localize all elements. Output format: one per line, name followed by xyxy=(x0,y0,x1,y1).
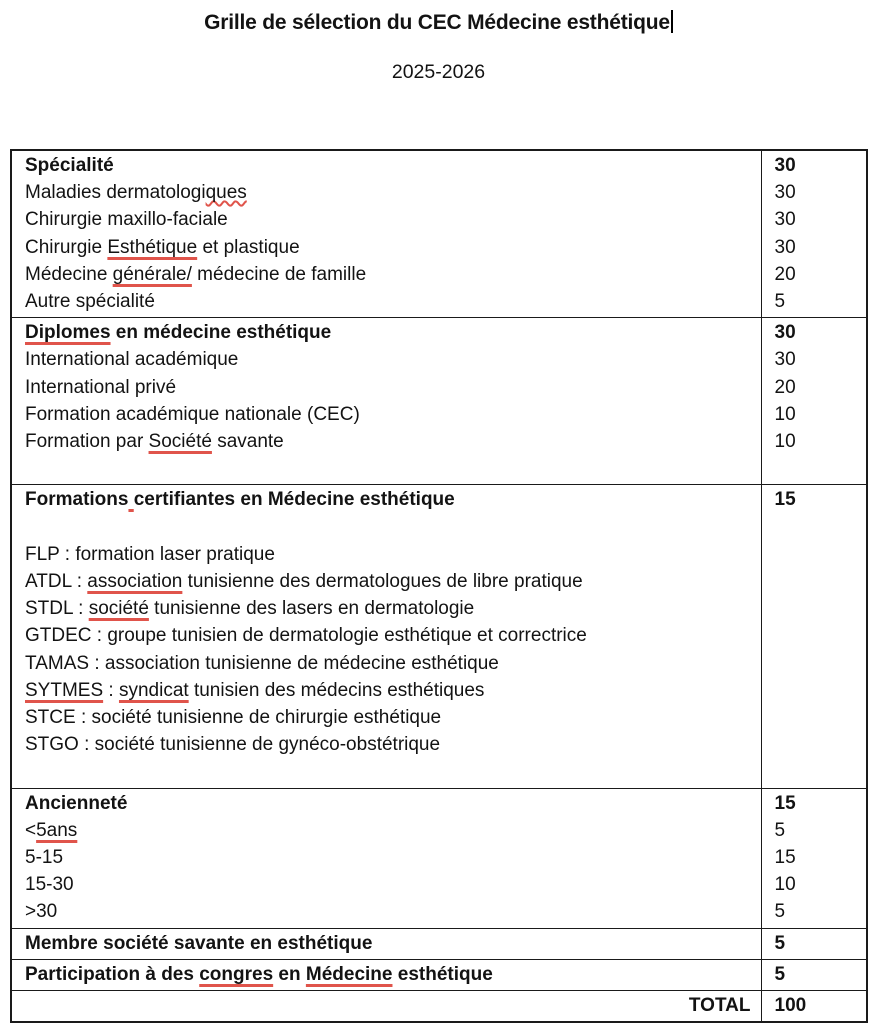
selection-grid-body xyxy=(11,150,867,1022)
score-value[interactable]: 30 xyxy=(774,209,796,231)
grid-section-total xyxy=(11,991,867,1023)
document-subtitle[interactable]: 2025-2026 xyxy=(391,61,486,83)
text-segment: Membre société savante en esthétique xyxy=(25,932,373,954)
text-segment: tunisien des médecins esthétiques xyxy=(188,679,485,701)
grid-line[interactable] xyxy=(25,731,751,758)
grid-line[interactable] xyxy=(25,428,751,455)
criteria-cell xyxy=(11,318,761,485)
score-cell xyxy=(761,318,867,485)
spellcheck-underline-segment: Esthétique xyxy=(107,236,198,258)
empty-score xyxy=(775,622,857,649)
grid-line[interactable] xyxy=(25,595,751,622)
spellcheck-underline-segment: Médecine xyxy=(305,963,393,985)
score-value[interactable]: 5 xyxy=(774,963,786,985)
criteria-cell xyxy=(11,150,761,318)
score-value[interactable]: 15 xyxy=(774,489,796,511)
text-segment: STCE : société tunisienne de chirurgie esthétique xyxy=(25,707,442,729)
text-segment: Participation à des xyxy=(25,963,200,985)
score-value[interactable]: 5 xyxy=(774,819,786,841)
text-segment: tunisienne des dermatologues de libre pratique xyxy=(182,571,583,593)
grid-line[interactable] xyxy=(25,898,751,925)
spellcheck-underline-segment: syndicat xyxy=(118,679,189,701)
grid-line[interactable] xyxy=(25,961,751,988)
score-value[interactable]: 100 xyxy=(774,995,807,1017)
empty-score xyxy=(775,568,857,595)
grid-line[interactable] xyxy=(25,844,751,871)
score-value[interactable]: 30 xyxy=(774,155,796,176)
text-segment: tunisienne des lasers en dermatologie xyxy=(148,598,475,620)
score-cell xyxy=(761,959,867,990)
text-segment: >30 xyxy=(25,901,58,923)
text-segment: Spécialité xyxy=(25,155,114,176)
score-value[interactable]: 20 xyxy=(774,376,796,398)
empty-score xyxy=(775,541,857,568)
grid-line[interactable] xyxy=(25,346,751,373)
score-value[interactable]: 5 xyxy=(774,932,786,954)
text-segment: et plastique xyxy=(197,236,300,258)
empty-score xyxy=(775,677,857,704)
grid-line[interactable] xyxy=(25,152,751,179)
score-cell xyxy=(761,150,867,318)
grid-line[interactable] xyxy=(25,704,751,731)
text-segment: Chirurgie maxillo-faciale xyxy=(25,209,228,231)
grid-section-membre-societe-savante xyxy=(11,928,867,959)
text-segment: Autre spécialité xyxy=(25,291,155,313)
grid-line[interactable] xyxy=(25,992,751,1019)
score-value[interactable]: 30 xyxy=(774,236,796,258)
spellcheck-underline-segment: association xyxy=(87,571,183,593)
score-value[interactable]: 10 xyxy=(774,403,796,425)
score-value[interactable]: 10 xyxy=(774,431,796,453)
grid-line[interactable] xyxy=(25,234,751,261)
score-cell xyxy=(761,928,867,959)
text-segment: STGO : société tunisienne de gynéco-obstétrique xyxy=(25,734,441,756)
text-segment: ATDL : xyxy=(25,571,88,593)
grid-line[interactable] xyxy=(25,817,751,844)
grid-section-formations-certifiantes xyxy=(11,485,867,788)
spellcheck-underline-segment: générale/ xyxy=(112,263,192,285)
score-cell xyxy=(761,485,867,788)
score-cell xyxy=(761,991,867,1023)
score-value[interactable]: 20 xyxy=(774,263,796,285)
grid-section-anciennete xyxy=(11,788,867,928)
text-segment: International académique xyxy=(25,349,239,371)
text-segment: Formation par xyxy=(25,431,149,453)
grid-line[interactable] xyxy=(25,319,751,346)
text-segment: 5-15 xyxy=(25,847,64,869)
grid-section-diplomes xyxy=(11,318,867,485)
text-segment: Ancienneté xyxy=(25,792,128,814)
empty-line xyxy=(25,758,751,785)
criteria-cell xyxy=(11,959,761,990)
spellcheck-underline-segment: société xyxy=(88,598,149,620)
grid-line[interactable] xyxy=(25,206,751,233)
empty-score xyxy=(775,731,857,758)
text-segment: : xyxy=(103,679,119,701)
grid-line[interactable] xyxy=(25,541,751,568)
spellcheck-underline-segment: 5ans xyxy=(36,819,78,841)
grid-line[interactable] xyxy=(25,677,751,704)
grid-line[interactable] xyxy=(25,568,751,595)
score-value[interactable]: 30 xyxy=(774,322,796,344)
text-segment: esthétique xyxy=(392,963,493,985)
criteria-cell xyxy=(11,928,761,959)
text-cursor xyxy=(671,10,673,33)
empty-line xyxy=(25,455,751,482)
text-segment: Formations xyxy=(25,489,129,511)
spellcheck-underline-segment: Société xyxy=(148,431,212,453)
score-cell xyxy=(761,788,867,928)
text-segment: en xyxy=(273,963,306,985)
text-segment: FLP : formation laser pratique xyxy=(25,543,275,565)
grid-line[interactable] xyxy=(25,930,751,957)
spellcheck-wavy-segment: ques xyxy=(205,182,247,204)
grid-line[interactable] xyxy=(25,871,751,898)
spellcheck-underline-segment: SYTMES xyxy=(25,679,104,701)
text-segment: TAMAS : association tunisienne de médecine esthétique xyxy=(25,652,499,674)
empty-score xyxy=(775,758,857,785)
text-segment: GTDEC : groupe tunisien de dermatologie esthétique et correctrice xyxy=(25,625,587,647)
score-value[interactable]: 5 xyxy=(774,901,786,923)
empty-line xyxy=(25,514,751,541)
score-value[interactable]: 5 xyxy=(774,291,786,313)
grid-line[interactable] xyxy=(25,401,751,428)
text-segment: en médecine esthétique xyxy=(110,322,332,344)
score-value[interactable]: 30 xyxy=(774,182,796,204)
grid-line[interactable] xyxy=(25,374,751,401)
grid-section-specialite xyxy=(11,150,867,318)
text-segment: International privé xyxy=(25,376,177,398)
text-segment: médecine de famille xyxy=(191,263,367,285)
empty-score xyxy=(775,595,857,622)
spellcheck-underline-segment: Diplomes xyxy=(25,322,111,344)
document-title[interactable]: Grille de sélection du CEC Médecine esthétique xyxy=(204,11,670,34)
text-segment: TOTAL xyxy=(688,995,751,1017)
score-value[interactable]: 15 xyxy=(774,847,796,869)
text-segment: < xyxy=(25,819,37,841)
score-value[interactable]: 15 xyxy=(774,792,796,814)
text-segment: certifiantes en Médecine esthétique xyxy=(133,489,455,511)
score-value[interactable]: 10 xyxy=(774,874,796,896)
empty-score xyxy=(775,455,857,482)
criteria-cell xyxy=(11,485,761,788)
text-segment: STDL : xyxy=(25,598,89,620)
text-segment: 15-30 xyxy=(25,874,74,896)
grid-line[interactable] xyxy=(25,486,751,513)
grid-line[interactable] xyxy=(25,622,751,649)
empty-score xyxy=(775,514,857,541)
text-segment: Chirurgie xyxy=(25,236,108,258)
grid-line[interactable] xyxy=(25,288,751,315)
spellcheck-underline-segment: congres xyxy=(199,963,274,985)
text-segment: savante xyxy=(211,431,284,453)
selection-grid-table xyxy=(10,149,868,1023)
grid-line[interactable] xyxy=(25,790,751,817)
grid-line[interactable] xyxy=(25,650,751,677)
criteria-cell xyxy=(11,991,761,1023)
grid-line[interactable] xyxy=(25,261,751,288)
text-segment: Maladies dermatologi xyxy=(25,182,206,204)
text-segment: Formation académique nationale (CEC) xyxy=(25,403,360,425)
text-segment: Médecine xyxy=(25,263,113,285)
grid-line[interactable] xyxy=(25,179,751,206)
empty-score xyxy=(775,704,857,731)
grid-section-participation-congres xyxy=(11,959,867,990)
title-row xyxy=(0,0,877,38)
criteria-cell xyxy=(11,788,761,928)
score-value[interactable]: 30 xyxy=(774,349,796,371)
empty-score xyxy=(775,650,857,677)
